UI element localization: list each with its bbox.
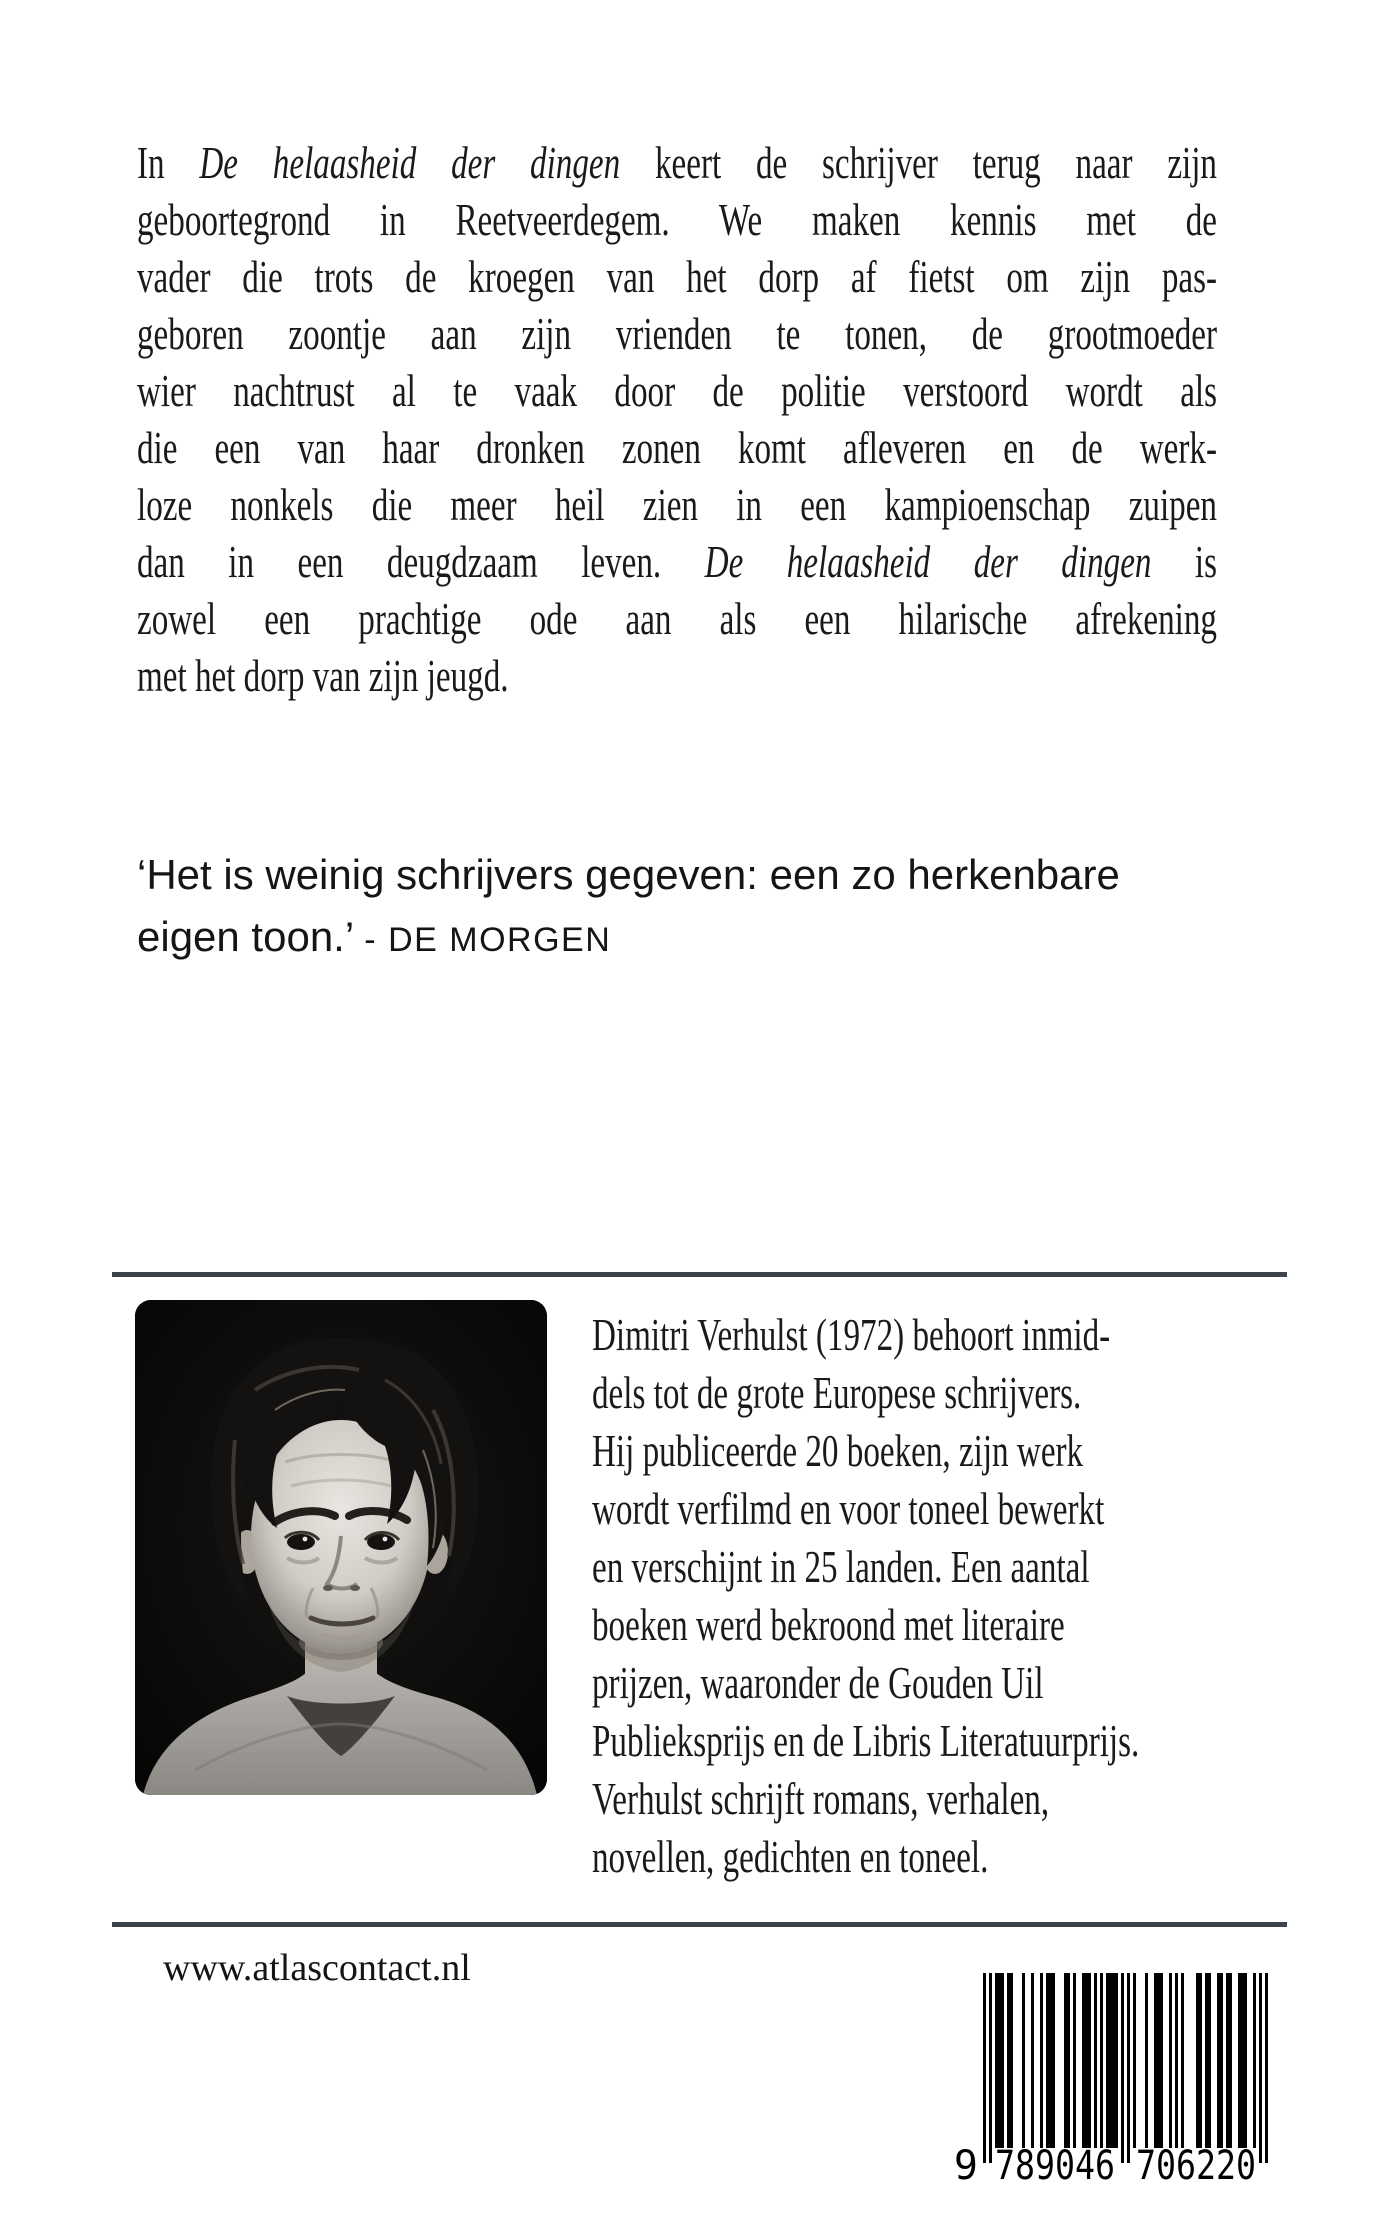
- press-quote-line-2: eigen toon.’ - DE MORGEN: [137, 913, 612, 960]
- author-photo: [135, 1300, 547, 1795]
- publisher-website: www.atlascontact.nl: [163, 1947, 471, 1989]
- barcode-illustration: [940, 1973, 1280, 2188]
- blurb-line: zowel een prachtige ode aan als een hilarische afrekening: [137, 593, 1217, 644]
- isbn-barcode: [940, 1973, 1280, 2188]
- blurb-line: geboortegrond in Reetveerdegem. We maken kennis met de: [137, 194, 1217, 245]
- blurb-line: loze nonkels die meer heil zien in een kampioenschap zuipen: [137, 479, 1217, 530]
- blurb-line: dan in een deugdzaam leven. De helaasheid der dingen is: [137, 536, 1217, 587]
- bio-line: novellen, gedichten en toneel.: [592, 1831, 989, 1882]
- bio-line: boeken werd bekroond met literaire: [592, 1599, 1065, 1650]
- bio-line: prijzen, waaronder de Gouden Uil: [592, 1657, 1044, 1708]
- divider-top: [112, 1272, 1287, 1277]
- press-quote-line-1: ‘Het is weinig schrijvers gegeven: een zo herkenbare: [137, 851, 1120, 898]
- blurb-line: geboren zoontje aan zijn vrienden te tonen, de grootmoeder: [137, 308, 1217, 359]
- author-photo-illustration: [135, 1300, 547, 1795]
- press-quote-attribution: - DE MORGEN: [364, 921, 612, 959]
- divider-bottom: [112, 1922, 1287, 1927]
- bio-line: dels tot de grote Europese schrijvers.: [592, 1367, 1082, 1418]
- blurb-line: wier nachtrust al te vaak door de politie verstoord wordt als: [137, 365, 1217, 416]
- barcode-digits-left: 789046: [995, 2143, 1115, 2188]
- barcode-digits-right: 706220: [1136, 2143, 1256, 2188]
- bio-line: wordt verfilmd en voor toneel bewerkt: [592, 1483, 1105, 1534]
- bio-line: Publieksprijs en de Libris Literatuurprijs.: [592, 1715, 1140, 1766]
- blurb-line: die een van haar dronken zonen komt afleveren en de werk-: [137, 422, 1217, 473]
- press-quote: [137, 844, 1297, 971]
- blurb-line: vader die trots de kroegen van het dorp af fietst om zijn pas-: [137, 251, 1217, 302]
- barcode-digit-first: 9: [953, 2143, 978, 2188]
- bio-line: en verschijnt in 25 landen. Een aantal: [592, 1541, 1090, 1592]
- bio-line: Verhulst schrijft romans, verhalen,: [592, 1773, 1050, 1824]
- bio-line: Dimitri Verhulst (1972) behoort inmid-: [592, 1309, 1111, 1360]
- bio-line: Hij publiceerde 20 boeken, zijn werk: [592, 1425, 1084, 1476]
- blurb-line: In De helaasheid der dingen keert de schrijver terug naar zijn: [137, 137, 1217, 188]
- blurb-line: met het dorp van zijn jeugd.: [137, 650, 509, 701]
- blurb-paragraph: [137, 134, 1217, 704]
- author-bio: [592, 1306, 1384, 1886]
